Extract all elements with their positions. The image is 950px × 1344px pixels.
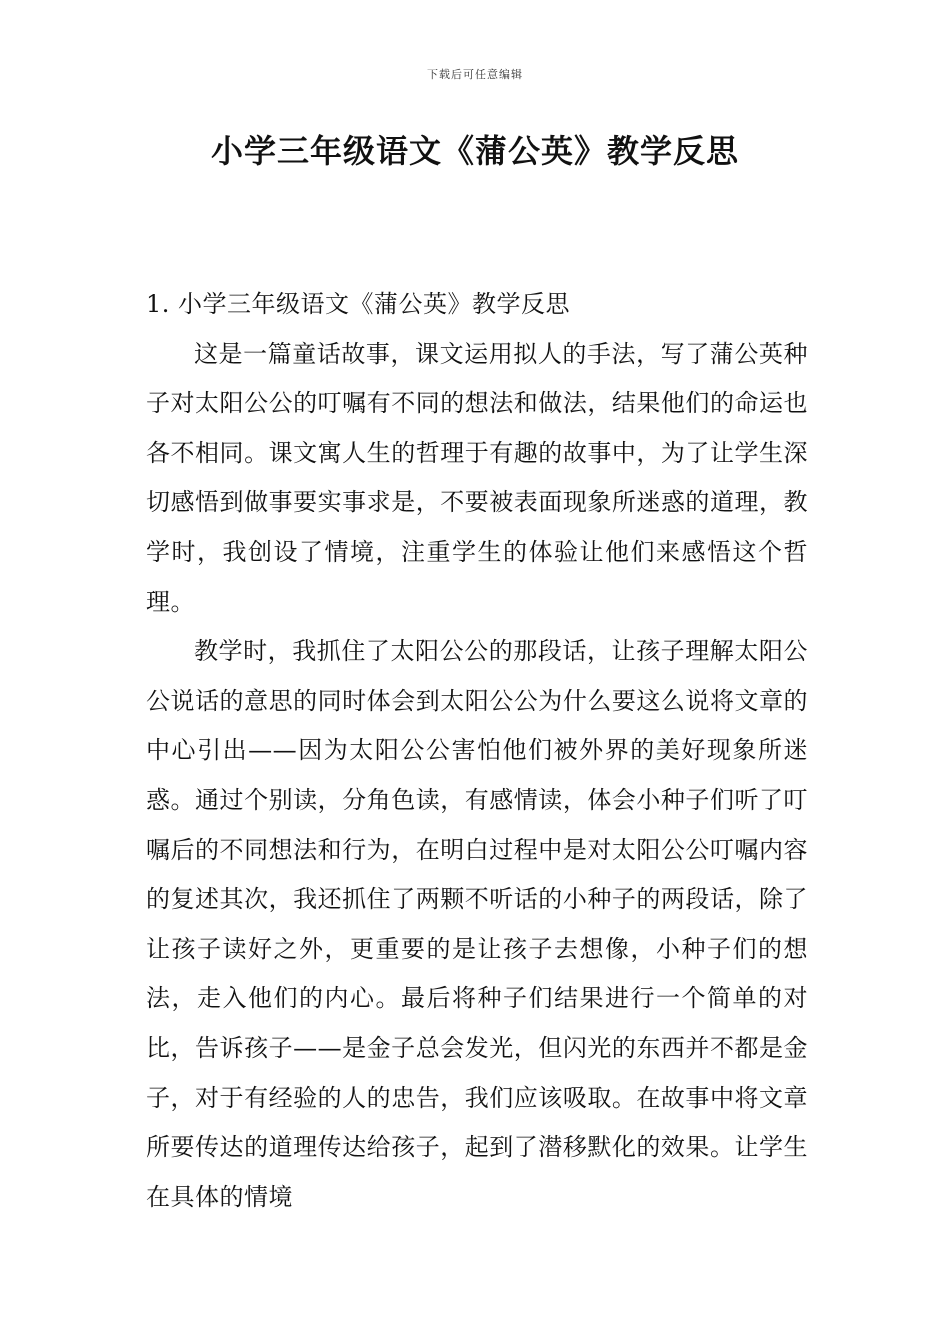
document-body xyxy=(146,280,808,1222)
section-heading: 1. 小学三年级语文《蒲公英》教学反思 xyxy=(146,290,571,318)
paragraph-2: 教学时，我抓住了太阳公公的那段话，让孩子理解太阳公公说话的意思的同时体会到太阳公公为什么要这么说将文章的中心引出——因为太阳公公害怕他们被外界的美好现象所迷惑。通过个别读，分角色读，有感情读，体会小种子们听了叮嘱后的不同想法和行为，在明白过程中是对太阳公公叮嘱内容的复述其次，我还抓住了两颗不听话的小种子的两段话，除了让孩子读好之外，更重要的是让孩子去想像，小种子们的想法，走入他们的内心。最后将种子们结果进行一个简单的对比，告诉孩子——是金子总会发光，但闪光的东西并不都是金子，对于有经验的人的忠告，我们应该吸取。在故事中将文章所要传达的道理传达给孩子，起到了潜移默化的效果。让学生在具体的情境 xyxy=(146,637,808,1211)
header-note: 下载后可任意编辑 xyxy=(427,68,523,81)
paragraph-1: 这是一篇童话故事，课文运用拟人的手法，写了蒲公英种子对太阳公公的叮嘱有不同的想法和做法，结果他们的命运也各不相同。课文寓人生的哲理于有趣的故事中，为了让学生深切感悟到做事要实事求是，不要被表面现象所迷惑的道理，教学时，我创设了情境，注重学生的体验让他们来感悟这个哲理。 xyxy=(146,339,808,616)
document-title: 小学三年级语文《蒲公英》教学反思 xyxy=(210,132,739,170)
